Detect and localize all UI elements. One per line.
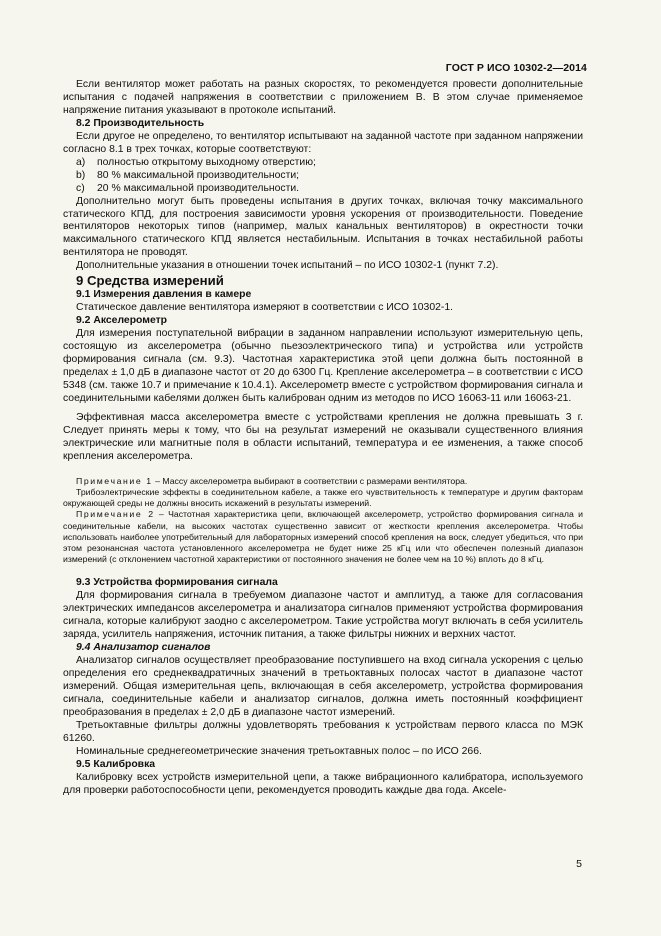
section-9-4-heading: 9.4 Анализатор сигналов (76, 642, 211, 654)
paragraph-8-2-3: Дополнительные указания в отношении точек испытаний – по ИСО 10302-1 (пункт 7.2). (76, 260, 499, 272)
list-item-c (63, 183, 583, 196)
list-marker: c) (76, 182, 85, 194)
list-text: 80 % максимальной производительности; (97, 169, 300, 181)
paragraph-8-2-2: Дополнительно могут быть проведены испытания в других точках, включая точку максимального статического КПД, для построения зависимости уровня ускорения от производительности. Поведение вентиляторов некоторых типов (например, малых канальных вентиляторов) в окрестности точки максимального статического КПД является нестабильным. Испытания в точках нестабильной работы вентилятора не проводят. (63, 195, 583, 259)
paragraph-9-4-2: Третьоктавные фильтры должны удовлетворять требования к устройствам первого класса по МЭК 61260. (63, 719, 583, 744)
list-item-b (63, 170, 583, 183)
list-item-a (63, 157, 583, 170)
note-1 (63, 476, 583, 487)
document-body (63, 79, 583, 798)
note-2 (63, 509, 583, 565)
page-number: 5 (576, 858, 582, 870)
notes-block (63, 476, 583, 566)
note-1-text: – Массу акселерометра выбирают в соответствии с размерами вентилятора. (152, 475, 468, 486)
paragraph-9-4-3: Номинальные среднегеометрические значения третьоктавных полос – по ИСО 266. (76, 745, 482, 757)
paragraph-9-1: Статическое давление вентилятора измеряют в соответствии с ИСО 10302-1. (76, 302, 454, 314)
section-9-1-heading: 9.1 Измерения давления в камере (76, 289, 252, 301)
list-marker: b) (76, 169, 86, 181)
paragraph-9-2-2: Эффективная масса акселерометра вместе с устройствами крепления не должна превышать 3 г. Следует принять меры к тому, что бы на результат измерений не оказывали существенного влияния электрические или магнитные поля в области испытаний, температура и ее изменения, а также способ крепления акселерометра. (63, 411, 583, 462)
note-1-continuation: Трибоэлектрические эффекты в соединительном кабеле, а также его чувствительность к температуре и другим факторам окружающей среды не должны вносить искажений в результаты измерений. (63, 486, 583, 509)
section-9-2-heading: 9.2 Акселерометр (76, 315, 168, 327)
note-1-label: Примечание 1 (76, 475, 153, 486)
section-9-heading: 9 Средства измерений (76, 273, 224, 289)
list-text: 20 % максимальной производительности. (97, 182, 300, 194)
paragraph-9-4-1: Анализатор сигналов осуществляет преобразование поступившего на вход сигнала ускорения с целью определения его среднеквадратичных значений в третьоктавных полосах частот в диапазоне частот измерений. Общая измерительная цепь, включающая в себя акселерометр, устройства формирования сигнала, соединительные кабели и анализатор сигналов, должна иметь постоянный коэффициент преобразования в пределах ± 2,0 дБ в диапазоне частот измерений. (63, 655, 583, 718)
note-2-text: – Частотная характеристика цепи, включающей акселерометр, устройство формирования сигнала и соединительные кабели, на высоких частотах существенно зависит от жесткости крепления акселерометра. Чтобы использовать наиболее употребительный для лабораторных измерений способ крепления на воск, следует убедиться, что при этом резонансная частота установленного акселерометра не будет ниже 25 кГц или что обеспечен полезный диапазон измерений (с отклонением частотной характеристики от постоянного значения не более чем на 10 %) вплоть до 8 кГц. (63, 509, 583, 565)
list-text: полностью открытому выходному отверстию; (97, 156, 316, 168)
section-9-5-heading: 9.5 Калибровка (76, 758, 156, 770)
paragraph-9-2-1: Для измерения поступательной вибрации в заданном направлении используют измерительную цепь, состоящую из акселерометра (обычно пьезоэлектрического типа) и устройства или устройств формирования сигнала (см. 9.3). Частотная характеристика этой цепи должна быть постоянной в пределах ± 1,0 дБ в диапазоне частот от 20 до 6300 Гц. Крепление акселерометра – в соответствии с ИСО 5348 (см. также 10.7 и примечание к 10.4.1). Акселерометр вместе с устройством формирования сигнала и соединительными кабелями должен быть калиброван одним из методов по ИСО 16063-11 или 16063-21. (63, 328, 583, 404)
paragraph-intro: Если вентилятор может работать на разных скоростях, то рекомендуется провести дополнительные испытания с подачей напряжения в соответствии с приложением В. В этом случае применяемое напряжение питания указывают в протоколе испытаний. (63, 79, 583, 116)
standard-header: ГОСТ Р ИСО 10302-2—2014 (445, 62, 587, 74)
list-marker: a) (76, 156, 86, 168)
note-2-label: Примечание 2 (76, 509, 155, 520)
paragraph-9-5: Калибровку всех устройств измерительной цепи, а также вибрационного калибратора, используемого для проверки работоспособности цепи, рекомендуется проводить каждые два года. Аксele- (63, 771, 583, 796)
section-9-3-heading: 9.3 Устройства формирования сигнала (76, 577, 278, 589)
paragraph-8-2-1: Если другое не определено, то вентилятор испытывают на заданной частоте при заданном напряжении согласно 8.1 в трех точках, которые соответствуют: (63, 130, 583, 155)
section-8-2-heading: 8.2 Производительность (76, 117, 205, 129)
paragraph-9-3: Для формирования сигнала в требуемом диапазоне частот и амплитуд, а также для согласования электрических импедансов акселерометра и анализатора сигналов применяют устройства формирования сигнала, которые калибруют заодно с акселерометром. Такие устройства могут включать в себя усилитель заряда, усилитель напряжения, источник питания, а также фильтры нижних и верхних частот. (63, 590, 583, 641)
